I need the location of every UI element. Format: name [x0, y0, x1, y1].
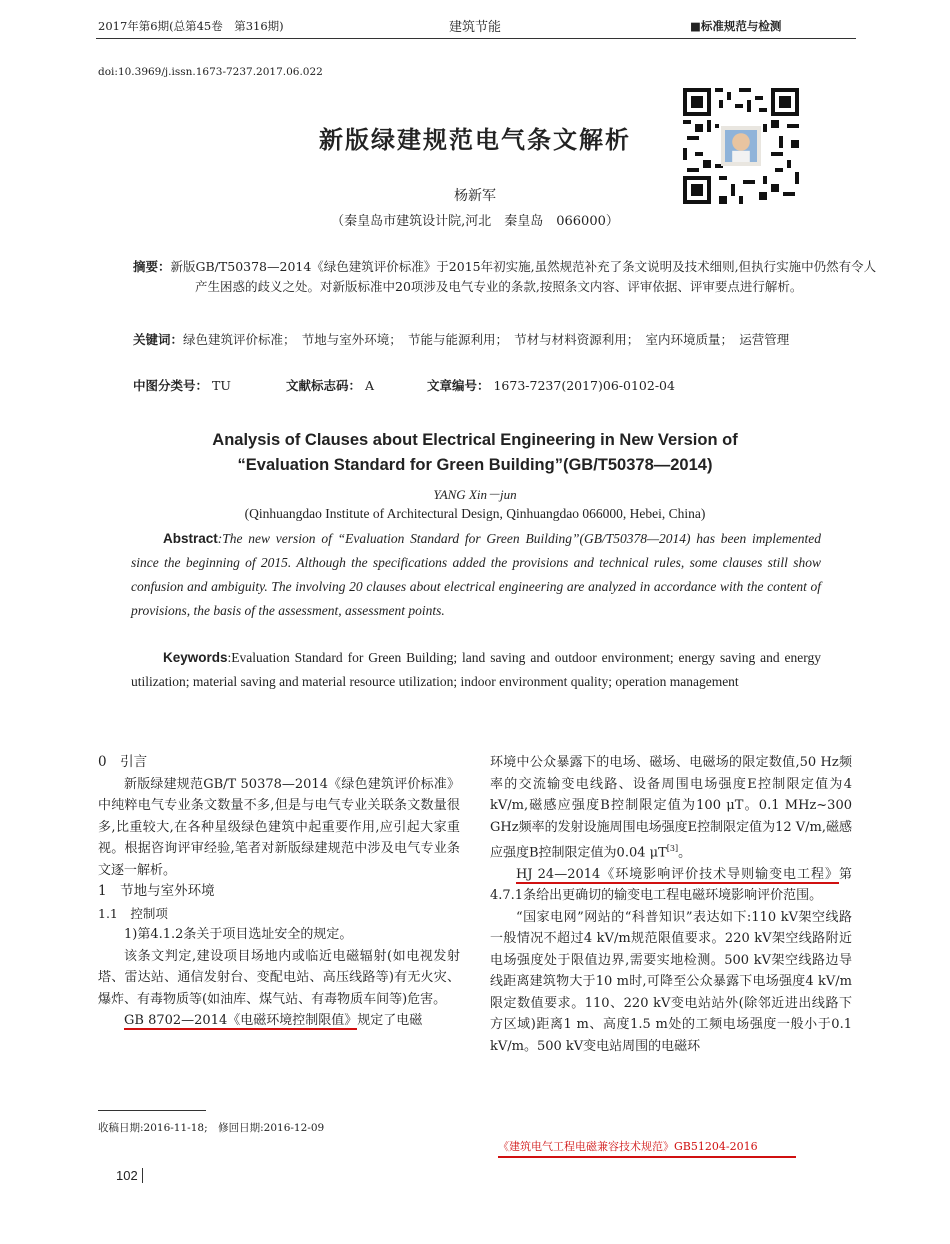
hj24-underlined-ref: HJ 24—2014《环境影响评价技术导则输变电工程》	[516, 866, 839, 882]
section-1-heading: 1 节地与室外环境	[98, 883, 215, 899]
abstract-cn	[133, 257, 883, 297]
keywords-en	[131, 646, 821, 694]
doi: doi:10.3969/j.issn.1673-7237.2017.06.022	[98, 66, 323, 78]
title-cn: 新版绿建规范电气条文解析	[319, 126, 631, 154]
state-grid-paragraph: “国家电网”网站的“科普知识”表达如下:110 kV架空线路一般情况不超过4 kV/m规范限值要求。220 kV架空线路附近电场强度处于限值边界,需要实地检测。500 kV架空线路边导线距离建筑物大于10 m时,可降至公众暴露下电场强度4 kV/m限定数值要求。110、220 kV变电站站外(除邻近进出线路下方区域)距离1 m、高度1.5 m处的工频电场强度一般小于0.1 kV/m。500 kV变电站周围的电磁环	[490, 909, 852, 1054]
clause-4-1-2-title: 1)第4.1.2条关于项目选址安全的规定。	[124, 927, 353, 942]
affiliation-cn: （秦皇岛市建筑设计院,河北 秦皇岛 066000）	[331, 214, 619, 229]
abstract-cn-label: 摘要：	[133, 259, 171, 274]
header-section: ■标准规范与检测	[690, 19, 782, 33]
clause-4-1-2-body: 该条文判定,建设项目场地内或临近电磁辐射(如电视发射塔、雷达站、通信发射台、变配电站、高压线路等)有无火灾、爆炸、有毒物质等(如油库、煤气站、有毒物质车间等)危害。	[98, 948, 460, 1007]
keywords-en-text: :Evaluation Standard for Green Building; land saving and outdoor environment; energy saving and energy utilization; material saving and material resource utilization; indoor environment quality; operation management	[131, 650, 821, 689]
section-0-heading: 0 引言	[98, 754, 148, 770]
abstract-cn-text: 新版GB/T50378—2014《绿色建筑评价标准》于2015年初实施,虽然规范补充了条文说明及技术细则,但执行实施中仍然有令人产生困惑的歧义之处。对新版标准中20项涉及电气专业的条款,按照条文内容、评审依据、评审要点进行解析。	[170, 259, 877, 294]
keywords-cn	[133, 330, 897, 350]
abstract-en	[131, 527, 821, 623]
clc-value: TU	[212, 378, 231, 393]
footnote-rule	[98, 1110, 206, 1111]
title-en	[0, 428, 950, 478]
keywords-cn-label: 关键词：	[133, 332, 184, 347]
title-en-line1: Analysis of Clauses about Electrical Engineering in New Version of	[212, 431, 738, 449]
keywords-en-label: Keywords	[163, 650, 228, 665]
right-column	[490, 752, 852, 1057]
citation-3: [3]	[666, 844, 679, 853]
header-journal-issue: 2017年第6期(总第45卷 第316期)	[98, 19, 284, 33]
doc-code-label: 文献标志码：	[285, 378, 361, 393]
author-en: YANG Xin－jun	[433, 487, 517, 502]
classification-line	[133, 376, 821, 396]
left-column	[98, 752, 460, 1032]
article-no-value: 1673-7237(2017)06-0102-04	[493, 378, 675, 393]
abstract-en-text: :The new version of “Evaluation Standard for Green Building”(GB/T50378—2014) has been implemented since the beginning of 2015. Although the specifications added the provisions and technical rules, some clauses still show confusion and ambiguity. The involving 20 clauses about electrical engineering are analyzed in accordance with the content of provisions, the basis of the assessment, assessment points.	[131, 531, 821, 618]
header-journal-name: 建筑节能	[448, 20, 501, 35]
clc-label: 中图分类号：	[133, 378, 209, 393]
author-cn: 杨新军	[454, 188, 496, 204]
handwritten-reference-note: 《建筑电气工程电磁兼容技术规范》GB51204-2016	[498, 1138, 796, 1158]
page-number: 102	[116, 1168, 143, 1183]
section-1-1-heading: 1.1 控制项	[98, 905, 168, 921]
limits-end: 。	[678, 845, 692, 861]
affiliation-en: (Qinhuangdao Institute of Architectural Design, Qinhuangdao 066000, Hebei, China)	[244, 506, 706, 521]
limits-paragraph	[490, 752, 852, 864]
header-rule	[96, 38, 856, 39]
hj24-paragraph	[490, 864, 852, 907]
gb8702-underlined-ref: GB 8702—2014《电磁环境控制限值》	[124, 1013, 358, 1028]
limits-text: 环境中公众暴露下的电场、磁场、电磁场的限定数值,50 Hz频率的交流输变电线路、设备周围电场强度E控制限定值为4 kV/m,磁感应强度B控制限定值为100 μT。0.1 MHz~300 GHz频率的发射设施周围电场强度E控制限定值为12 V/m,磁感应强度B控制限定值为0.04 μT	[490, 755, 852, 861]
title-en-line2: “Evaluation Standard for Green Building”(GB/T50378—2014)	[237, 456, 713, 474]
gb8702-rest: 规定了电磁	[357, 1013, 423, 1028]
intro-paragraph: 新版绿建规范GB/T 50378—2014《绿色建筑评价标准》中纯粹电气专业条文数量不多,但是与电气专业关联条文数量很多,比重较大,在各种星级绿色建筑中起重要作用,应引起大家重视。根据咨询评审经验,笔者对新版绿建规范中涉及电气专业条文逐一解析。	[98, 776, 460, 878]
hj24-rest: 第4.7.1条给出更确切的输变电工程电磁环境影响评价范围。	[490, 866, 852, 904]
keywords-cn-text: 绿色建筑评价标准； 节地与室外环境； 节能与能源利用； 节材与材料资源利用； 室内环境质量； 运营管理	[183, 332, 790, 347]
article-no-label: 文章编号：	[426, 378, 490, 393]
doc-code-value: A	[364, 378, 375, 393]
gb8702-paragraph	[98, 1010, 460, 1032]
abstract-en-label: Abstract	[163, 531, 218, 546]
footnote-dates: 收稿日期:2016-11-18; 修回日期:2016-12-09	[98, 1122, 325, 1134]
